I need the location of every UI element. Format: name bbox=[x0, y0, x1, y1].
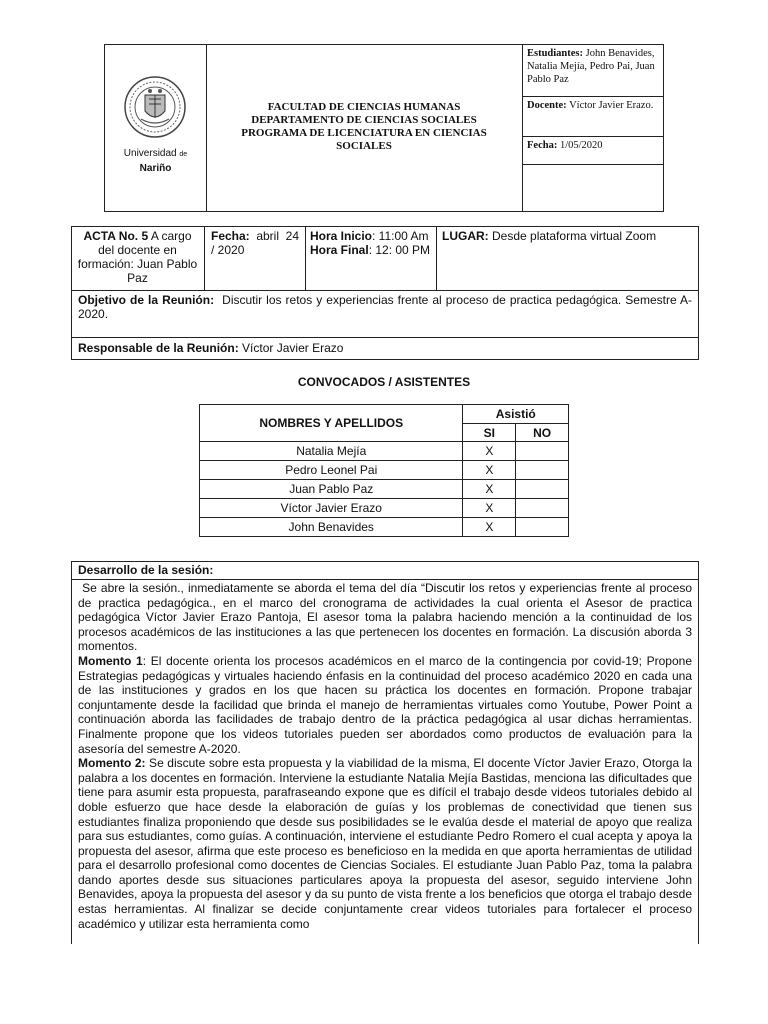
attendee-no bbox=[516, 480, 569, 499]
fecha-label: Fecha: bbox=[527, 140, 558, 151]
attendee-si: X bbox=[463, 518, 516, 537]
intro-text: Se abre la sesión., inmediatamente se aborda el tema del día “Discutir los retos y experiencias frente al proceso de practica pedagógica., en el marco del cronograma de actividades la cual orienta el Asesor de practica pedagógica Víctor Javier Erazo Pantoja, El asesor toma la palabra haciendo mención a la continuidad de los procesos académicos de las instituciones a las que pertenecen los docentes en formación. La discusión aborda 3 momentos. bbox=[78, 581, 692, 654]
attendee-name: Natalia Mejía bbox=[200, 442, 463, 461]
momento-2 bbox=[78, 756, 692, 931]
attendee-name: Juan Pablo Paz bbox=[200, 480, 463, 499]
attendee-si: X bbox=[463, 480, 516, 499]
university-name-line2: Nariño bbox=[139, 163, 172, 174]
acta-fecha-label: Fecha: bbox=[211, 229, 250, 243]
momento-1-text: : El docente orienta los procesos académicos en el marco de la contingencia por covid-19; Propone Estrategias pedagógicas y virtuales haciendo énfasis en la continuidad del proceso académico 2020 en cada una de las instituciones y grados en los que hacen su práctica los docentes en formación. Propone trabajar conjuntamente desde la facilidad que brinda el manejo de herramientas virtuales como Youtube, Power Point a continuación aborda las facilidades de trabajo dentro de la práctica pedagógica al usar dichas herramientas. Finalmente propone que los videos tutoriales pueden ser abordados como productos de evaluación para la asesoría del semestre A-2020. bbox=[78, 653, 692, 756]
fecha-value: 1/05/2020 bbox=[559, 140, 603, 151]
responsable-cell bbox=[72, 338, 698, 359]
col-si-header: SI bbox=[463, 424, 516, 442]
university-de: de bbox=[179, 151, 188, 158]
attendee-name: John Benavides bbox=[200, 518, 463, 537]
momento-2-text: Se discute sobre esta propuesta y la viabilidad de la misma, El docente Víctor Javier Erazo, Otorga la palabra a los docentes en formación. Interviene la estudiante Natalia Mejía Bastidas, menciona las dificultades que tiene para asumir esta propuesta, parafraseando expone que es difícil el trabajo desde videos tutoriales debido al doble esfuerzo que hace desde la elaboración de guías y los problemas de conectividad que tienen sus estudiantes finaliza proponiendo que desde sus posibilidades se le evalúa desde el material de apoyo que realiza para sus estudiantes, como guías. A continuación, interviene el estudiante Pedro Romero el cual acepta y apoya la propuesta del asesor, afirma que este proceso es beneficioso en la medida en que aporta herramientas de utilidad para el desarrollo profesional como docentes de Ciencias Sociales. El estudiante Juan Pablo Paz, toma la palabra dando aportes desde sus situaciones particulares apoya la propuesta del asesor, seguido interviene John Benavides, apoya la propuesta del asesor y da su punto de vista frente a los beneficios que otorga el trabajo desde estas herramientas. Al finalizar se decide conjuntamente crear videos tutoriales para fortalecer el proceso académico y utilizar esta herramienta como bbox=[78, 756, 692, 931]
hora-inicio-label: Hora Inicio bbox=[310, 229, 373, 243]
acta-number-cell bbox=[72, 227, 203, 290]
title-line: FACULTAD DE CIENCIAS HUMANAS bbox=[267, 100, 461, 113]
desarrollo-section bbox=[71, 561, 699, 944]
title-line: DEPARTAMENTO DE CIENCIAS SOCIALES bbox=[251, 113, 477, 126]
convocados-title: CONVOCADOS / ASISTENTES bbox=[297, 375, 471, 389]
acta-number-label: ACTA No. 5 bbox=[83, 229, 149, 243]
acta-fecha-value: abril 24 / 2020 bbox=[211, 229, 299, 257]
estudiantes-value: John Benavides, Natalia Mejía, Pedro Pai, Juan Pablo Paz bbox=[527, 48, 655, 85]
hora-inicio-value: : 11:00 Am bbox=[372, 229, 429, 243]
title-line: SOCIALES bbox=[336, 139, 392, 152]
hora-final-label: Hora Final bbox=[310, 243, 369, 257]
docente-row bbox=[522, 97, 663, 137]
estudiantes-label: Estudiantes: bbox=[527, 48, 584, 59]
objetivo-label: Objetivo de la Reunión: bbox=[78, 293, 215, 307]
momento-1-label: Momento 1 bbox=[78, 653, 143, 668]
lugar-value: Desde plataforma virtual Zoom bbox=[492, 229, 657, 243]
info-cell bbox=[522, 45, 663, 211]
document-header bbox=[104, 44, 664, 212]
acta-table bbox=[71, 226, 699, 360]
col-no-header: NO bbox=[516, 424, 569, 442]
fecha-row bbox=[522, 137, 663, 165]
objetivo-cell bbox=[72, 291, 698, 336]
attendee-si: X bbox=[463, 461, 516, 480]
hora-final bbox=[310, 243, 431, 257]
desarrollo-body bbox=[72, 580, 698, 931]
hora-final-value: : 12: 00 PM bbox=[368, 243, 431, 257]
university-seal-icon bbox=[123, 75, 187, 139]
attendee-no bbox=[516, 499, 569, 518]
estudiantes-row bbox=[522, 45, 663, 97]
attendee-name: Víctor Javier Erazo bbox=[200, 499, 463, 518]
acta-hora-cell bbox=[306, 227, 435, 290]
university-name-line1 bbox=[105, 148, 206, 159]
docente-value: Víctor Javier Erazo. bbox=[569, 100, 654, 111]
responsable-label: Responsable de la Reunión: bbox=[78, 341, 239, 355]
col-names-header: NOMBRES Y APELLIDOS bbox=[200, 405, 463, 442]
lugar-label: LUGAR: bbox=[442, 229, 489, 243]
faculty-title bbox=[229, 101, 499, 153]
table-row bbox=[200, 518, 569, 537]
momento-1 bbox=[78, 654, 692, 756]
attendee-si: X bbox=[463, 499, 516, 518]
momento-2-label: Momento 2: bbox=[78, 756, 146, 771]
logo-cell bbox=[105, 45, 207, 211]
table-row bbox=[200, 461, 569, 480]
docente-label: Docente: bbox=[527, 100, 567, 111]
objetivo-value: Discutir los retos y experiencias frente al proceso de practica pedagógica. Semestre A-2020. bbox=[78, 293, 693, 321]
attendee-no bbox=[516, 518, 569, 537]
table-row bbox=[200, 480, 569, 499]
col-asistio-header: Asistió bbox=[463, 405, 569, 424]
title-cell bbox=[206, 45, 523, 211]
acta-fecha-cell bbox=[205, 227, 305, 290]
university-word: Universidad bbox=[123, 148, 177, 159]
table-row bbox=[200, 499, 569, 518]
title-line: PROGRAMA DE LICENCIATURA EN CIENCIAS bbox=[241, 126, 487, 139]
acta-lugar-cell bbox=[437, 227, 698, 290]
attendee-si: X bbox=[463, 442, 516, 461]
desarrollo-heading: Desarrollo de la sesión: bbox=[72, 562, 698, 580]
attendee-no bbox=[516, 442, 569, 461]
attendee-name: Pedro Leonel Pai bbox=[200, 461, 463, 480]
hora-inicio bbox=[310, 229, 431, 243]
acta-number-text: A cargo del docente en formación: Juan Pablo Paz bbox=[77, 229, 198, 285]
attendee-no bbox=[516, 461, 569, 480]
responsable-value: Víctor Javier Erazo bbox=[242, 341, 344, 355]
desarrollo-intro bbox=[78, 581, 692, 654]
table-row bbox=[200, 442, 569, 461]
attendance-table bbox=[199, 404, 569, 537]
